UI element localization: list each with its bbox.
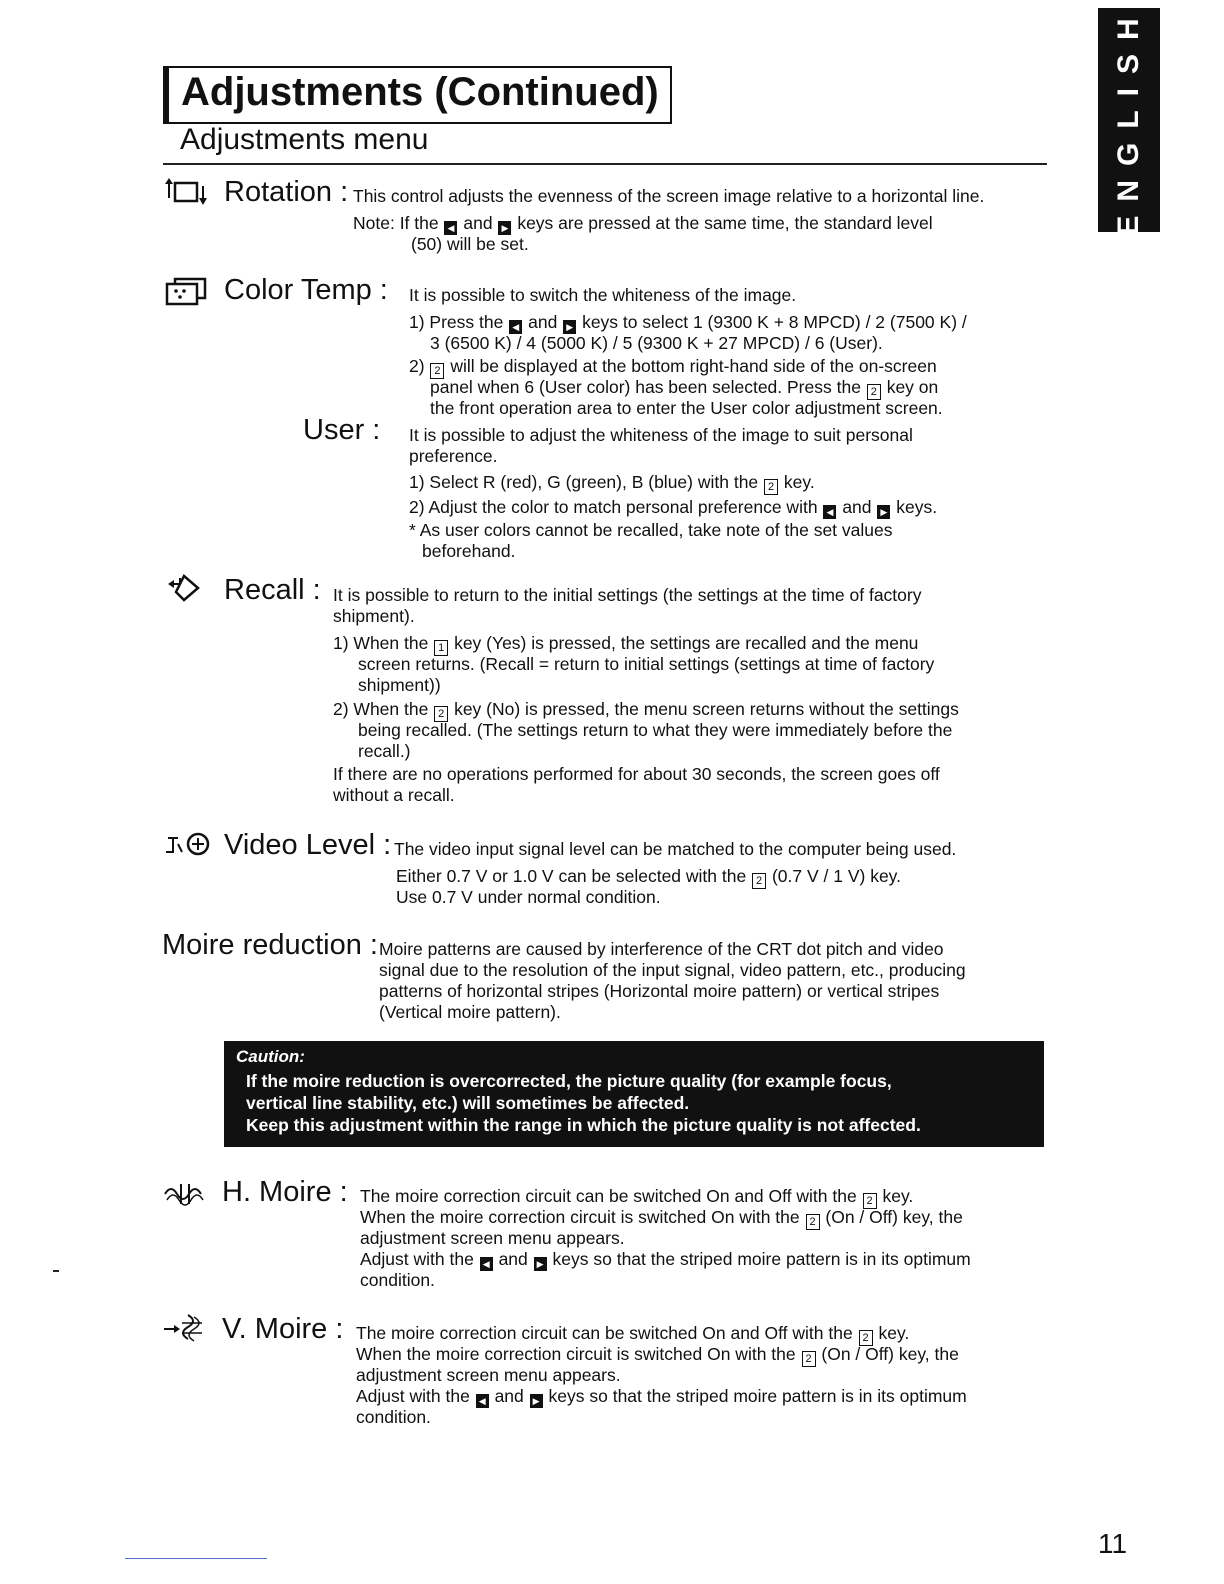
recall-step-1-cont-2: shipment)) <box>358 675 441 695</box>
left-key-icon: ◀ <box>480 1257 493 1271</box>
rotation-label: Rotation : <box>224 176 349 208</box>
recall-step-1: 1) When the 1 key (Yes) is pressed, the settings are recalled and the menu <box>333 633 919 654</box>
right-key-icon: ▶ <box>498 221 511 235</box>
recall-footnote: If there are no operations performed for about 30 seconds, the screen goes off <box>333 764 940 784</box>
rotation-note-2: (50) will be set. <box>411 234 529 254</box>
page-title: Adjustments (Continued) <box>181 70 659 114</box>
v-moire-icon <box>164 1313 210 1345</box>
color-temp-step-2-cont-2: the front operation area to enter the User color adjustment screen. <box>430 398 943 418</box>
rotation-desc: This control adjusts the evenness of the screen image relative to a horizontal line. <box>353 186 985 206</box>
user-desc-2: preference. <box>409 446 498 466</box>
recall-desc-2: shipment). <box>333 606 415 626</box>
key-2-icon: 2 <box>434 706 448 722</box>
title-rule <box>163 163 1047 165</box>
margin-mark <box>53 1270 59 1272</box>
key-2-icon: 2 <box>752 873 766 889</box>
video-level-line-2: Either 0.7 V or 1.0 V can be selected with the 2 (0.7 V / 1 V) key. <box>396 866 901 887</box>
moire-reduction-line-4: (Vertical moire pattern). <box>379 1002 561 1022</box>
moire-reduction-line-3: patterns of horizontal stripes (Horizontal moire pattern) or vertical stripes <box>379 981 940 1001</box>
page-number: 11 <box>1098 1528 1128 1559</box>
color-temp-step-1-cont: 3 (6500 K) / 4 (5000 K) / 5 (9300 K + 27 MPCD) / 6 (User). <box>430 333 883 353</box>
video-level-label: Video Level : <box>224 829 392 861</box>
key-2-icon: 2 <box>806 1214 820 1230</box>
v-moire-line-5: condition. <box>356 1407 431 1427</box>
user-note: * As user colors cannot be recalled, take note of the set values <box>409 520 893 540</box>
recall-label: Recall : <box>224 574 321 606</box>
key-2-icon: 2 <box>430 363 444 379</box>
left-key-icon: ◀ <box>509 320 522 334</box>
user-label: User : <box>303 414 381 446</box>
right-key-icon: ▶ <box>530 1394 543 1408</box>
right-key-icon: ▶ <box>534 1257 547 1271</box>
recall-icon <box>168 572 208 604</box>
key-2-icon: 2 <box>802 1351 816 1367</box>
key-2-icon: 2 <box>867 384 881 400</box>
caution-line-1: If the moire reduction is overcorrected, the picture quality (for example focus, <box>246 1071 892 1091</box>
color-temp-desc: It is possible to switch the whiteness of the image. <box>409 285 797 305</box>
recall-step-2-cont-2: recall.) <box>358 741 411 761</box>
moire-reduction-line-1: Moire patterns are caused by interference of the CRT dot pitch and video <box>379 939 944 959</box>
h-moire-line-3: adjustment screen menu appears. <box>360 1228 625 1248</box>
caution-line-3: Keep this adjustment within the range in which the picture quality is not affected. <box>246 1115 921 1135</box>
page-subtitle: Adjustments menu <box>180 123 429 156</box>
right-key-icon: ▶ <box>877 505 890 519</box>
caution-body <box>246 1070 921 1136</box>
h-moire-icon <box>163 1180 209 1208</box>
right-key-icon: ▶ <box>563 320 576 334</box>
footer-line <box>125 1558 267 1559</box>
color-temp-step-1: 1) Press the ◀ and ▶ keys to select 1 (9300 K + 8 MPCD) / 2 (7500 K) / <box>409 312 967 332</box>
key-2-icon: 2 <box>863 1193 877 1209</box>
caution-heading: Caution: <box>236 1047 305 1066</box>
recall-desc: It is possible to return to the initial settings (the settings at the time of factory <box>333 585 922 605</box>
v-moire-line-4: Adjust with the ◀ and ▶ keys so that the striped moire pattern is in its optimum <box>356 1386 967 1406</box>
key-2-icon: 2 <box>764 479 778 495</box>
h-moire-line-4: Adjust with the ◀ and ▶ keys so that the striped moire pattern is in its optimum <box>360 1249 971 1269</box>
color-temp-step-2: 2) 2 will be displayed at the bottom right-hand side of the on-screen <box>409 356 937 377</box>
color-temp-icon <box>165 276 209 306</box>
recall-step-2: 2) When the 2 key (No) is pressed, the menu screen returns without the settings <box>333 699 959 720</box>
caution-line-2: vertical line stability, etc.) will sometimes be affected. <box>246 1093 690 1113</box>
left-key-icon: ◀ <box>476 1394 489 1408</box>
user-desc: It is possible to adjust the whiteness of the image to suit personal <box>409 425 913 445</box>
h-moire-line-2: When the moire correction circuit is switched On with the 2 (On / Off) key, the <box>360 1207 963 1228</box>
video-level-line-3: Use 0.7 V under normal condition. <box>396 887 661 907</box>
user-step-2: 2) Adjust the color to match personal preference with ◀ and ▶ keys. <box>409 497 938 517</box>
rotation-icon <box>165 178 213 206</box>
language-tab-label: ENGLISH <box>1112 4 1145 236</box>
video-level-icon <box>164 830 214 860</box>
recall-footnote-2: without a recall. <box>333 785 455 805</box>
left-key-icon: ◀ <box>444 221 457 235</box>
moire-reduction-label: Moire reduction : <box>162 929 378 961</box>
key-2-icon: 2 <box>859 1330 873 1346</box>
moire-reduction-line-2: signal due to the resolution of the input signal, video pattern, etc., producing <box>379 960 966 980</box>
language-tab <box>1098 4 1160 236</box>
v-moire-line-3: adjustment screen menu appears. <box>356 1365 621 1385</box>
user-note-2: beforehand. <box>422 541 516 561</box>
left-key-icon: ◀ <box>823 505 836 519</box>
v-moire-line-2: When the moire correction circuit is switched On with the 2 (On / Off) key, the <box>356 1344 959 1365</box>
h-moire-line-5: condition. <box>360 1270 435 1290</box>
v-moire-line-1: The moire correction circuit can be switched On and Off with the 2 key. <box>356 1323 910 1344</box>
user-step-1: 1) Select R (red), G (green), B (blue) with the 2 key. <box>409 472 815 493</box>
page-title-box <box>163 66 672 124</box>
h-moire-line-1: The moire correction circuit can be switched On and Off with the 2 key. <box>360 1186 914 1207</box>
color-temp-step-2-cont: panel when 6 (User color) has been selected. Press the 2 key on <box>430 377 939 398</box>
rotation-note: Note: If the ◀ and ▶ keys are pressed at the same time, the standard level <box>353 213 933 233</box>
recall-step-2-cont: being recalled. (The settings return to what they were immediately before the <box>358 720 953 740</box>
video-level-desc: The video input signal level can be matched to the computer being used. <box>394 839 957 859</box>
h-moire-label: H. Moire : <box>222 1176 348 1208</box>
recall-step-1-cont: screen returns. (Recall = return to initial settings (settings at time of factory <box>358 654 935 674</box>
color-temp-label: Color Temp : <box>224 274 388 306</box>
v-moire-label: V. Moire : <box>222 1313 344 1345</box>
key-1-icon: 1 <box>434 640 448 656</box>
caution-box <box>224 1041 1044 1147</box>
